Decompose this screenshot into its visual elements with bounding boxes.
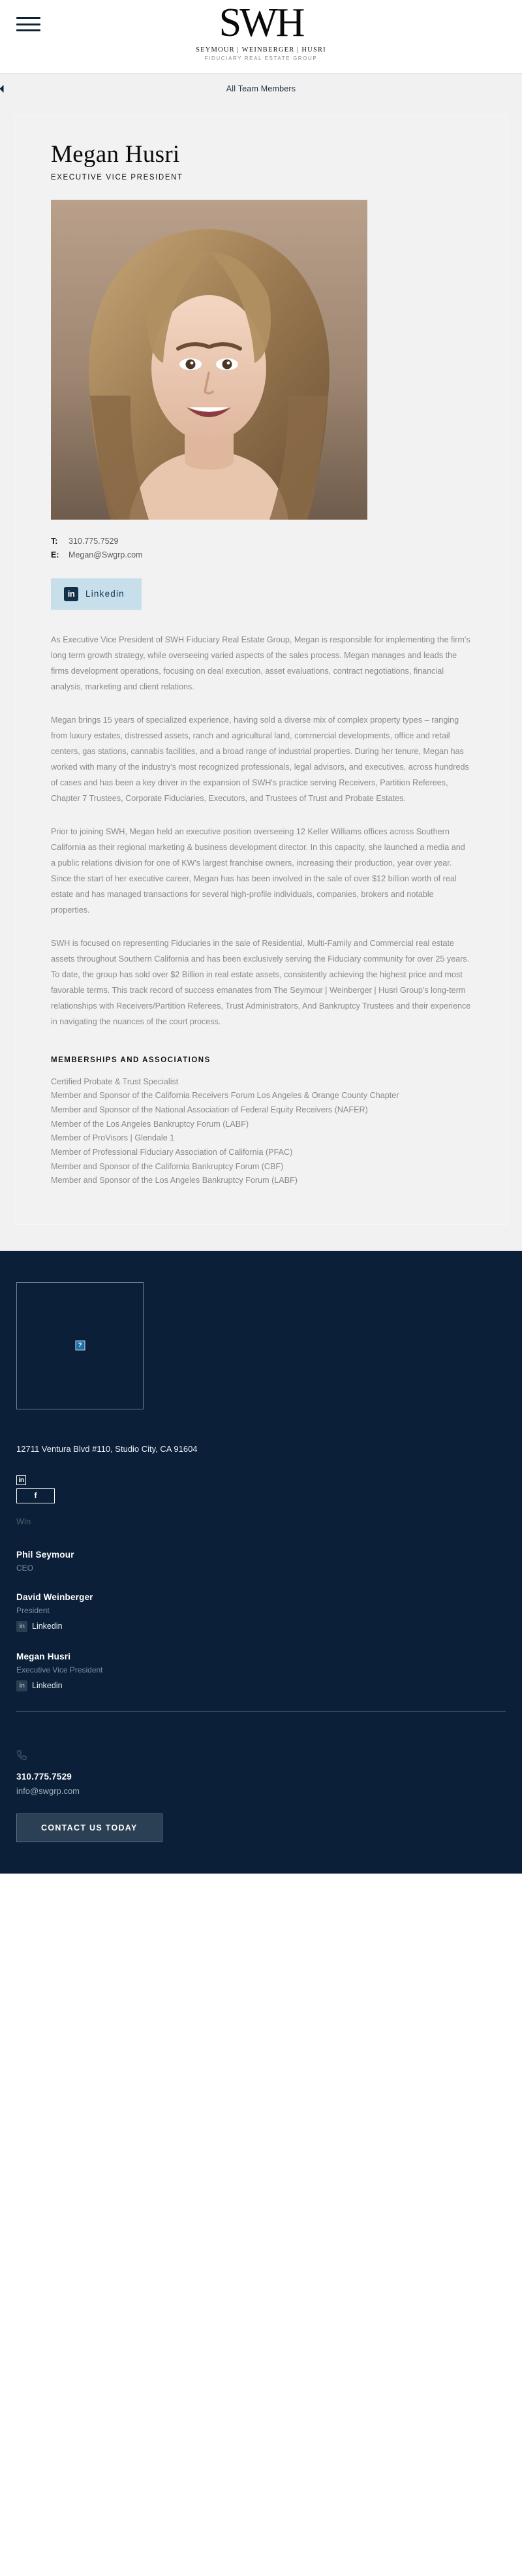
page-body	[0, 104, 522, 1251]
linkedin-button-label: Linkedin	[85, 589, 125, 599]
phone-label: T:	[51, 536, 58, 546]
phone-icon	[16, 1750, 27, 1761]
footer-address: 12711 Ventura Blvd #110, Studio City, CA 91604	[16, 1443, 198, 1454]
contact-us-today-button[interactable]: CONTACT US TODAY	[16, 1814, 162, 1842]
team-member-role: President	[16, 1605, 50, 1615]
footer-spacer	[16, 1842, 506, 1874]
hamburger-bar	[16, 24, 40, 25]
email-label: E:	[51, 550, 59, 559]
list-item: Member and Sponsor of the California Receivers Forum Los Angeles & Orange County Chapter	[51, 1091, 399, 1101]
footer-team-list	[16, 1550, 506, 1691]
list-item	[16, 1592, 506, 1632]
bio-paragraph: Prior to joining SWH, Megan held an executive position overseeing 12 Keller Williams offices across Southern California as their regional marketing & business development director. In this capacity, she launched a media and a public relations division for one of KW's largest franchise owners, increasing their production, year over year. Since the start of her executive career, Megan has has been involved in the sale of over $12 billion worth of real estate and has managed transactions for several high-profile individuals, companies, brokers and notable properties.	[51, 826, 465, 915]
footer-logo-broken-image	[16, 1282, 144, 1409]
list-item	[16, 1550, 506, 1573]
profile-role: EXECUTIVE VICE PRESIDENT	[51, 173, 183, 181]
phone-value[interactable]: 310.775.7529	[69, 536, 119, 546]
linkedin-icon: in	[64, 587, 78, 601]
hamburger-bar	[16, 29, 40, 31]
team-member-role: CEO	[16, 1563, 34, 1573]
email-row	[51, 550, 471, 559]
team-member-linkedin-link[interactable]	[16, 1621, 506, 1632]
footer-social-links	[16, 1475, 506, 1526]
footer-email[interactable]: info@swgrp.com	[16, 1785, 80, 1796]
list-item: Certified Probate & Trust Specialist	[51, 1076, 179, 1086]
list-item	[16, 1652, 506, 1691]
facebook-icon[interactable]: f	[16, 1488, 55, 1503]
linkedin-icon: in	[16, 1680, 27, 1691]
hamburger-menu-icon[interactable]	[16, 17, 40, 31]
logo-wordmark: SWH	[219, 1, 303, 45]
bio-paragraph: As Executive Vice President of SWH Fiduciary Real Estate Group, Megan is responsible for implementing the firm's long term growth strategy, while overseeing varied aspects of the sales process. Megan manages and leads the firms development operations, focusing on deal execution, asset evaluations, contract negotiations, financial analysis, marketing and client relations.	[51, 635, 470, 692]
team-member-name[interactable]: Phil Seymour	[16, 1549, 74, 1560]
contact-info	[51, 537, 471, 559]
footer-contact	[16, 1712, 506, 1842]
email-value[interactable]: Megan@Swgrp.com	[69, 550, 143, 559]
site-logo[interactable]	[170, 3, 352, 61]
footer-social-caption: WIn	[16, 1516, 31, 1526]
logo-partner-names: SEYMOUR | WEINBERGER | HUSRI	[196, 46, 326, 54]
site-header	[0, 0, 522, 73]
logo-tagline: FIDUCIARY REAL ESTATE GROUP	[204, 55, 318, 61]
team-member-role: Executive Vice President	[16, 1665, 103, 1674]
list-item: Member of the Los Angeles Bankruptcy Forum (LABF)	[51, 1119, 249, 1129]
memberships-heading: MEMBERSHIPS AND ASSOCIATIONS	[51, 1056, 211, 1064]
page-title: Megan Husri	[51, 141, 180, 168]
breadcrumb	[0, 73, 522, 104]
profile-card	[14, 116, 508, 1225]
list-item: Member of Professional Fiduciary Association of California (PFAC)	[51, 1147, 293, 1157]
linkedin-button[interactable]	[51, 578, 142, 610]
team-member-name[interactable]: David Weinberger	[16, 1592, 93, 1602]
site-footer	[0, 1251, 522, 1874]
linkedin-icon: in	[16, 1621, 27, 1632]
list-item: Member of ProVisors | Glendale 1	[51, 1133, 175, 1143]
team-member-name[interactable]: Megan Husri	[16, 1651, 71, 1661]
memberships-list	[51, 1075, 471, 1188]
broken-image-icon: ?	[75, 1341, 85, 1351]
chevron-left-icon[interactable]	[0, 84, 7, 93]
list-item: Member and Sponsor of the Los Angeles Bankruptcy Forum (LABF)	[51, 1176, 298, 1186]
bio-paragraph: SWH is focused on representing Fiduciaries in the sale of Residential, Multi-Family and Commercial real estate assets throughout Southern California and has been exclusively serving the Fiduciary community for over 25 years. To date, the group has sold over $2 Billion in real estate assets, consistently achieving the highest price and most favorable terms. This track record of success emanates from The Seymour | Weinberger | Husri Group's long-term relationships with Receivers/Partition Referees, Trust Administrators, And Bankruptcy Trustees and their experience in navigating the nuances of the court process.	[51, 938, 471, 1027]
list-item: Member and Sponsor of the California Bankruptcy Forum (CBF)	[51, 1161, 284, 1171]
profile-portrait-photo	[51, 200, 367, 520]
linkedin-label: Linkedin	[32, 1681, 63, 1691]
linkedin-icon[interactable]: in	[16, 1475, 26, 1485]
phone-row	[51, 537, 471, 546]
team-member-linkedin-link[interactable]	[16, 1680, 506, 1691]
breadcrumb-all-team-members[interactable]: All Team Members	[226, 84, 296, 93]
linkedin-label: Linkedin	[32, 1622, 63, 1631]
profile-bio	[51, 632, 471, 1030]
footer-phone[interactable]: 310.775.7529	[16, 1771, 72, 1782]
bio-paragraph: Megan brings 15 years of specialized experience, having sold a diverse mix of complex property types – ranging from luxury estates, distressed assets, ranch and agricultural land, commercial developments, office and retail centers, gas stations, cannabis facilities, and a broad range of industrial properties. During her tenure, Megan has worked with many of the industry's most recognized professionals, legal advisors, and executives, across hundreds of cases and has been a key driver in the expansion of SWH's practice serving Receivers, Partition Referees, Chapter 7 Trustees, Corporate Fiduciaries, Executors, and Trustees of Trust and Probate Estates.	[51, 715, 469, 804]
list-item: Member and Sponsor of the National Association of Federal Equity Receivers (NAFER)	[51, 1105, 368, 1114]
hamburger-bar	[16, 17, 40, 19]
